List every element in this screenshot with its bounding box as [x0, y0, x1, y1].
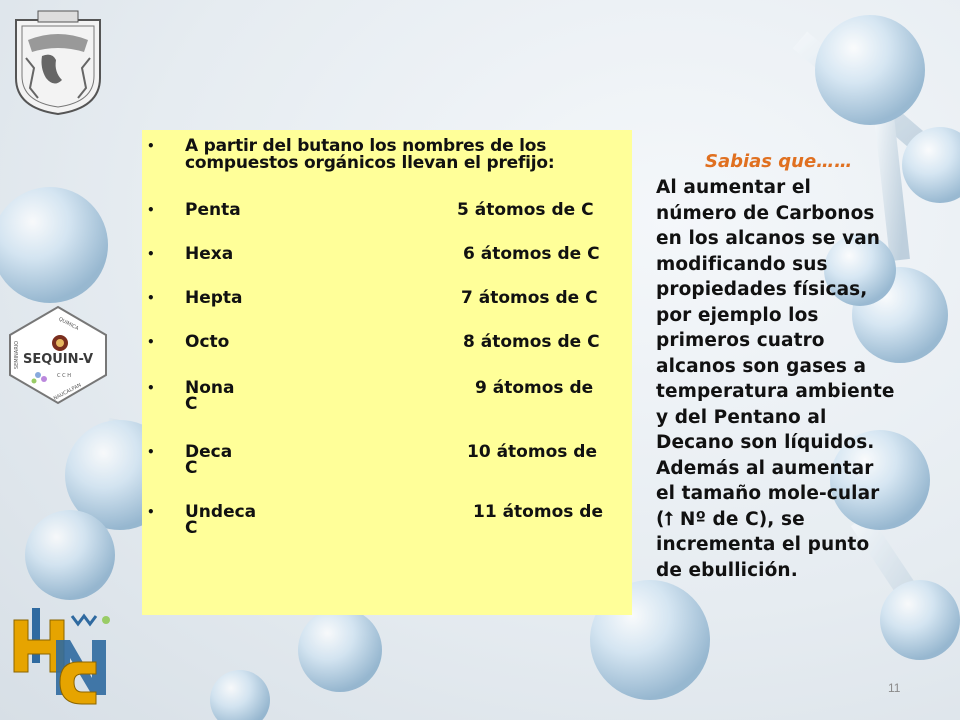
- bullet-glyph: •: [147, 381, 155, 395]
- prefix-value: 7 átomos de C: [461, 288, 598, 308]
- sequin-bottom-label: NAUCALPAN: [52, 382, 83, 402]
- unam-crest-logo: [8, 8, 108, 118]
- prefix-name: Hepta: [185, 288, 243, 308]
- paragraph-line: y del Pentano al: [656, 406, 827, 428]
- sequin-top-label: QUIMICA: [57, 316, 80, 332]
- bullet-glyph: •: [147, 291, 155, 305]
- prefix-value: 8 átomos de C: [463, 332, 600, 352]
- sequin-title: SEQUIN-V: [22, 352, 94, 367]
- prefix-value: 5 átomos de C: [457, 200, 594, 220]
- paragraph-line: número de Carbonos: [656, 202, 875, 224]
- paragraph-line: el tamaño mole-cular: [656, 483, 880, 504]
- sequin-mid-label: C C H: [57, 373, 71, 379]
- prefix-value-wrap: C: [185, 394, 198, 414]
- bullet-glyph: •: [147, 247, 155, 261]
- bullet-glyph: •: [147, 139, 155, 153]
- sabias-que-heading: Sabias que……: [705, 151, 853, 172]
- paragraph-line: modificando sus: [656, 253, 828, 275]
- paragraph-line: primeros cuatro: [656, 330, 825, 351]
- paragraph-line: temperatura ambiente: [656, 381, 895, 402]
- sabias-que-paragraph: [656, 175, 956, 583]
- paragraph-line: alcanos son gases a: [656, 355, 867, 377]
- paragraph-line: de ebullición.: [656, 559, 798, 581]
- paragraph-line: Además al aumentar: [656, 457, 874, 479]
- page-number: 11: [888, 681, 901, 695]
- hnc-cch-naucalpan-logo: [6, 600, 121, 710]
- bullet-glyph: •: [147, 203, 155, 217]
- paragraph-line: Al aumentar el: [656, 177, 811, 198]
- prefix-name: Nona: [185, 378, 235, 398]
- prefix-value-wrap: C: [185, 518, 198, 538]
- prefix-value-wrap: C: [185, 458, 198, 478]
- intro-text: A partir del butano los nombres de los compuestos orgánicos llevan el prefijo:: [185, 136, 555, 173]
- prefix-name: Deca: [185, 442, 233, 462]
- prefix-value: 11 átomos de: [473, 502, 603, 522]
- bullet-glyph: •: [147, 445, 155, 459]
- paragraph-line: (⭡ Nº de C), se: [656, 508, 805, 530]
- prefix-name: Undeca: [185, 502, 257, 522]
- prefix-name: Octo: [185, 332, 230, 352]
- sequin-v-seminar-logo: [8, 305, 108, 405]
- prefix-name: Penta: [185, 200, 241, 220]
- prefix-list-panel: [142, 130, 632, 615]
- bullet-glyph: •: [147, 335, 155, 349]
- paragraph-line: propiedades físicas,: [656, 279, 868, 300]
- prefix-name: Hexa: [185, 244, 234, 264]
- paragraph-line: por ejemplo los: [656, 304, 819, 326]
- prefix-value: 9 átomos de: [475, 378, 594, 398]
- bullet-glyph: •: [147, 505, 155, 519]
- sequin-left-label: SEMINARIO: [14, 340, 20, 370]
- paragraph-line: Decano son líquidos.: [656, 432, 875, 453]
- prefix-value: 6 átomos de C: [463, 244, 600, 264]
- prefix-value: 10 átomos de: [467, 442, 597, 462]
- paragraph-line: en los alcanos se van: [656, 228, 881, 249]
- paragraph-line: incrementa el punto: [656, 534, 870, 555]
